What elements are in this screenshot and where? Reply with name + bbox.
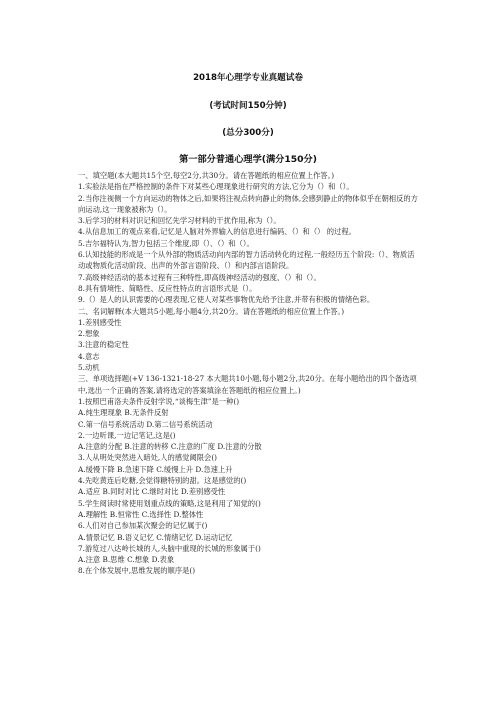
question-line: 7.游览过八达岭长城的人,头脑中重现的长城的形象属于() bbox=[78, 543, 261, 553]
section-heading-fill-blank: 一、填空题(本大题共15个空,每空2分,共30分。请在答题纸的相应位置上作答。) bbox=[78, 171, 335, 180]
term-item: 5.动机 bbox=[78, 363, 100, 373]
exam-title: 2018年心理学专业真题试卷 bbox=[193, 73, 303, 83]
question-line: 8.在个体发展中,思维发展的顺序是() bbox=[78, 566, 196, 576]
exam-total-score: (总分300分) bbox=[222, 128, 274, 138]
answer-options: C.第一信号系统活动 D.第二信号系统活动 bbox=[78, 419, 213, 429]
section-heading-single-choice: 三、单项选择题(+V 136-1321-18-27 本大题共10小题,每小题2分,共20分。在每小题给出的四个备选项中,选出一个正确的答案,请将选定的答案填涂在答题纸的相应位置上。) bbox=[78, 374, 417, 395]
question-line: 2.一边听课,一边记笔记,这是() bbox=[78, 430, 176, 440]
term-item: 1.差别感受性 bbox=[78, 317, 122, 327]
title-block bbox=[0, 72, 496, 166]
question-line: 8.具有情境性、简略性、反应性特点的言语形式是（）。 bbox=[78, 283, 257, 293]
question-line: 6.认知技能的形成是一个从外部的物质活动向内部的智力活动转化的过程,一般经历五个阶段:（）、物质活动或物质化活动阶段、出声的外部言语阶段、（）和内部言语阶段。 bbox=[78, 250, 415, 271]
answer-options: A.注意的分配 B.注意的转移 C.注意的广度 D.注意的分散 bbox=[78, 442, 262, 452]
answer-options: A.缓慢下降 B.急速下降 C.缓慢上升 D.急速上升 bbox=[78, 464, 233, 474]
answer-options: A.情景记忆 B.语义记忆 C.情绪记忆 D.运动记忆 bbox=[78, 532, 233, 542]
question-line: 1.实验法是指在严格控制的条件下对某些心理现象进行研究的方法,它分为（）和（）。 bbox=[78, 182, 354, 192]
exam-time: (考试时间150分钟) bbox=[209, 101, 287, 111]
question-line: 5.吉尔福特认为,智力包括三个维度,即（）、（）和（）。 bbox=[78, 238, 254, 248]
answer-options: A.注意 B.思维 C.想象 D.表象 bbox=[78, 555, 175, 565]
question-line: 1.按照巴甫洛夫条件反射学说,“谈梅生津”是一种() bbox=[78, 396, 240, 406]
question-line: 3.后学习的材料对识记和回忆先学习材料的干扰作用,称为（）。 bbox=[78, 216, 281, 226]
question-line: 9.（）是人的认识需要的心理表现,它使人对某些事物优先给予注意,并带有积极的情绪色彩。 bbox=[78, 295, 375, 305]
section-heading-definitions: 二、名词解释(本大题共5小题,每小题4分,共20分。请在答题纸的相应位置上作答。) bbox=[78, 306, 345, 316]
question-line: 2.当你注视侧一个方向运动的物体之后,如果将注视点转向静止的物体,会感到静止的物体似乎在朝相反的方向运动,这一现象被称为（）。 bbox=[78, 193, 418, 214]
answer-options: A.纯生理现象 B.无条件反射 bbox=[78, 408, 169, 418]
answer-options: A.适应 B.同时对比 C.继时对比 D.差别感受性 bbox=[78, 487, 226, 497]
question-line: 3.人从明处突然进入暗处,人的感觉阈限会() bbox=[78, 453, 218, 463]
answer-options: A.理解性 B.恒常性 C.选择性 D.整体性 bbox=[78, 509, 204, 519]
exam-body bbox=[78, 170, 418, 577]
term-item: 2.想象 bbox=[78, 329, 100, 339]
question-line: 5.学生阅读时常使用划重点线的策略,这是利用了知觉的() bbox=[78, 498, 261, 508]
term-item: 4.意志 bbox=[78, 351, 100, 361]
question-line: 6.人们对自己参加某次聚会的记忆属于() bbox=[78, 521, 208, 531]
question-line: 4.从信息加工的观点来看,记忆是人脑对外界输入的信息进行编码、（）和（） 的过程。 bbox=[78, 227, 356, 237]
part-heading: 第一部分普通心理学(满分150分) bbox=[179, 154, 317, 165]
question-line: 4.先吃黄连后吃糖,会觉得糖特别的甜。这是感觉的() bbox=[78, 476, 247, 486]
term-item: 3.注意的稳定性 bbox=[78, 340, 129, 350]
question-line: 7.高级神经活动的基本过程有三种特性,即高级神经活动的强度、（）和（）。 bbox=[78, 272, 321, 282]
